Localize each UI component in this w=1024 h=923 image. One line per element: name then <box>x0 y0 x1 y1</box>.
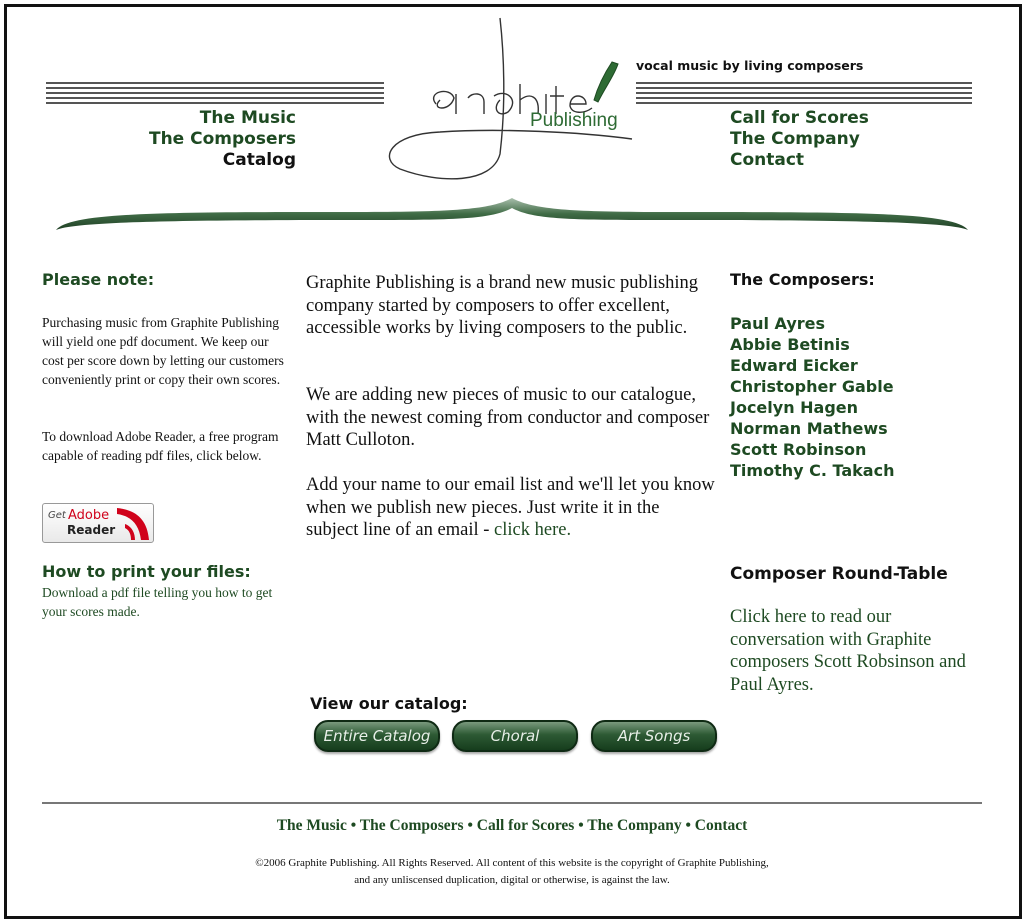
composer-link[interactable]: Norman Mathews <box>730 419 888 438</box>
composer-link[interactable]: Abbie Betinis <box>730 335 850 354</box>
print-heading: How to print your files: <box>42 562 251 581</box>
art-songs-button[interactable]: Art Songs <box>591 720 717 752</box>
adobe-logo-icon <box>113 504 153 542</box>
graphite-logo[interactable] <box>380 14 640 184</box>
print-instructions-link[interactable]: Download a pdf file telling you how to get your scores made. <box>42 585 273 619</box>
composers-heading: The Composers: <box>730 270 875 289</box>
composer-link[interactable]: Timothy C. Takach <box>730 461 895 480</box>
nav-contact[interactable]: Contact <box>730 150 805 170</box>
nav-right <box>730 108 930 171</box>
new-pieces-paragraph: We are adding new pieces of music to our catalogue, with the newest coming from conductor and composer Matt Culloton. <box>306 385 710 450</box>
footer-link-contact[interactable]: Contact <box>694 817 748 834</box>
footer-link-the-company[interactable]: The Company <box>587 817 682 834</box>
nav-the-composers[interactable]: The Composers <box>148 129 296 149</box>
composer-link[interactable]: Paul Ayres <box>730 314 826 333</box>
adobe-reader-text: Reader <box>67 523 116 537</box>
composer-list <box>730 313 970 481</box>
copyright-line-1: ©2006 Graphite Publishing. All Rights Reserved. All content of this website is the copyright of Graphite Publishing, <box>255 857 769 869</box>
view-catalog-heading: View our catalog: <box>310 694 468 713</box>
brace-divider <box>50 190 974 238</box>
nav-the-company[interactable]: The Company <box>730 129 860 149</box>
nav-call-for-scores[interactable]: Call for Scores <box>730 108 869 128</box>
email-click-here-link[interactable]: click here. <box>494 520 572 540</box>
roundtable-link[interactable]: Click here to read our conversation with Graphite composers Scott Robsinson and Paul Ayres. <box>730 607 966 695</box>
nav-left <box>100 108 296 171</box>
footer-separator: • <box>685 817 691 834</box>
nav-catalog[interactable]: Catalog <box>222 150 296 170</box>
email-paragraph <box>306 474 716 542</box>
nav-the-music[interactable]: The Music <box>199 108 296 128</box>
footer-rule <box>42 802 982 804</box>
footer-separator: • <box>578 817 584 834</box>
adobe-brand-text: Adobe <box>68 508 110 523</box>
roundtable-heading: Composer Round-Table <box>730 564 948 584</box>
footer-nav <box>42 817 982 835</box>
copyright <box>42 855 982 889</box>
footer-separator: • <box>350 817 357 834</box>
logo-publishing-text: Publishing <box>530 110 618 131</box>
composer-link[interactable]: Scott Robinson <box>730 440 867 459</box>
composer-link[interactable]: Edward Eicker <box>730 356 858 375</box>
composer-link[interactable]: Jocelyn Hagen <box>730 398 859 417</box>
staff-lines-right <box>636 82 972 104</box>
choral-button[interactable]: Choral <box>452 720 578 752</box>
intro-paragraph: Graphite Publishing is a brand new music publishing company started by composers to offer excellent, accessible works by living composers to the public. <box>306 273 699 338</box>
footer-link-call-for-scores[interactable]: Call for Scores <box>476 817 575 834</box>
copyright-line-2: and any unliscensed duplication, digital or otherwise, is against the law. <box>354 874 670 886</box>
tagline: vocal music by living composers <box>636 58 864 73</box>
note-text: Purchasing music from Graphite Publishing will yield one pdf document. We keep our cost per score down by letting our customers conveniently print or copy their own scores. <box>42 315 284 387</box>
footer-separator: • <box>467 817 473 834</box>
staff-lines-left <box>46 82 384 104</box>
adobe-get-text: Get <box>48 510 66 521</box>
footer-link-the-composers[interactable]: The Composers <box>359 817 464 834</box>
please-note-heading: Please note: <box>42 270 155 289</box>
email-paragraph-text: Add your name to our email list and we'll let you know when we publish new pieces. Just write it in the subject line of an email - <box>306 475 715 540</box>
entire-catalog-button[interactable]: Entire Catalog <box>314 720 440 752</box>
download-text: To download Adobe Reader, a free program capable of reading pdf files, click below. <box>42 429 279 463</box>
composer-link[interactable]: Christopher Gable <box>730 377 894 396</box>
footer-link-the-music[interactable]: The Music <box>276 817 347 834</box>
get-adobe-reader-button[interactable] <box>42 503 154 543</box>
